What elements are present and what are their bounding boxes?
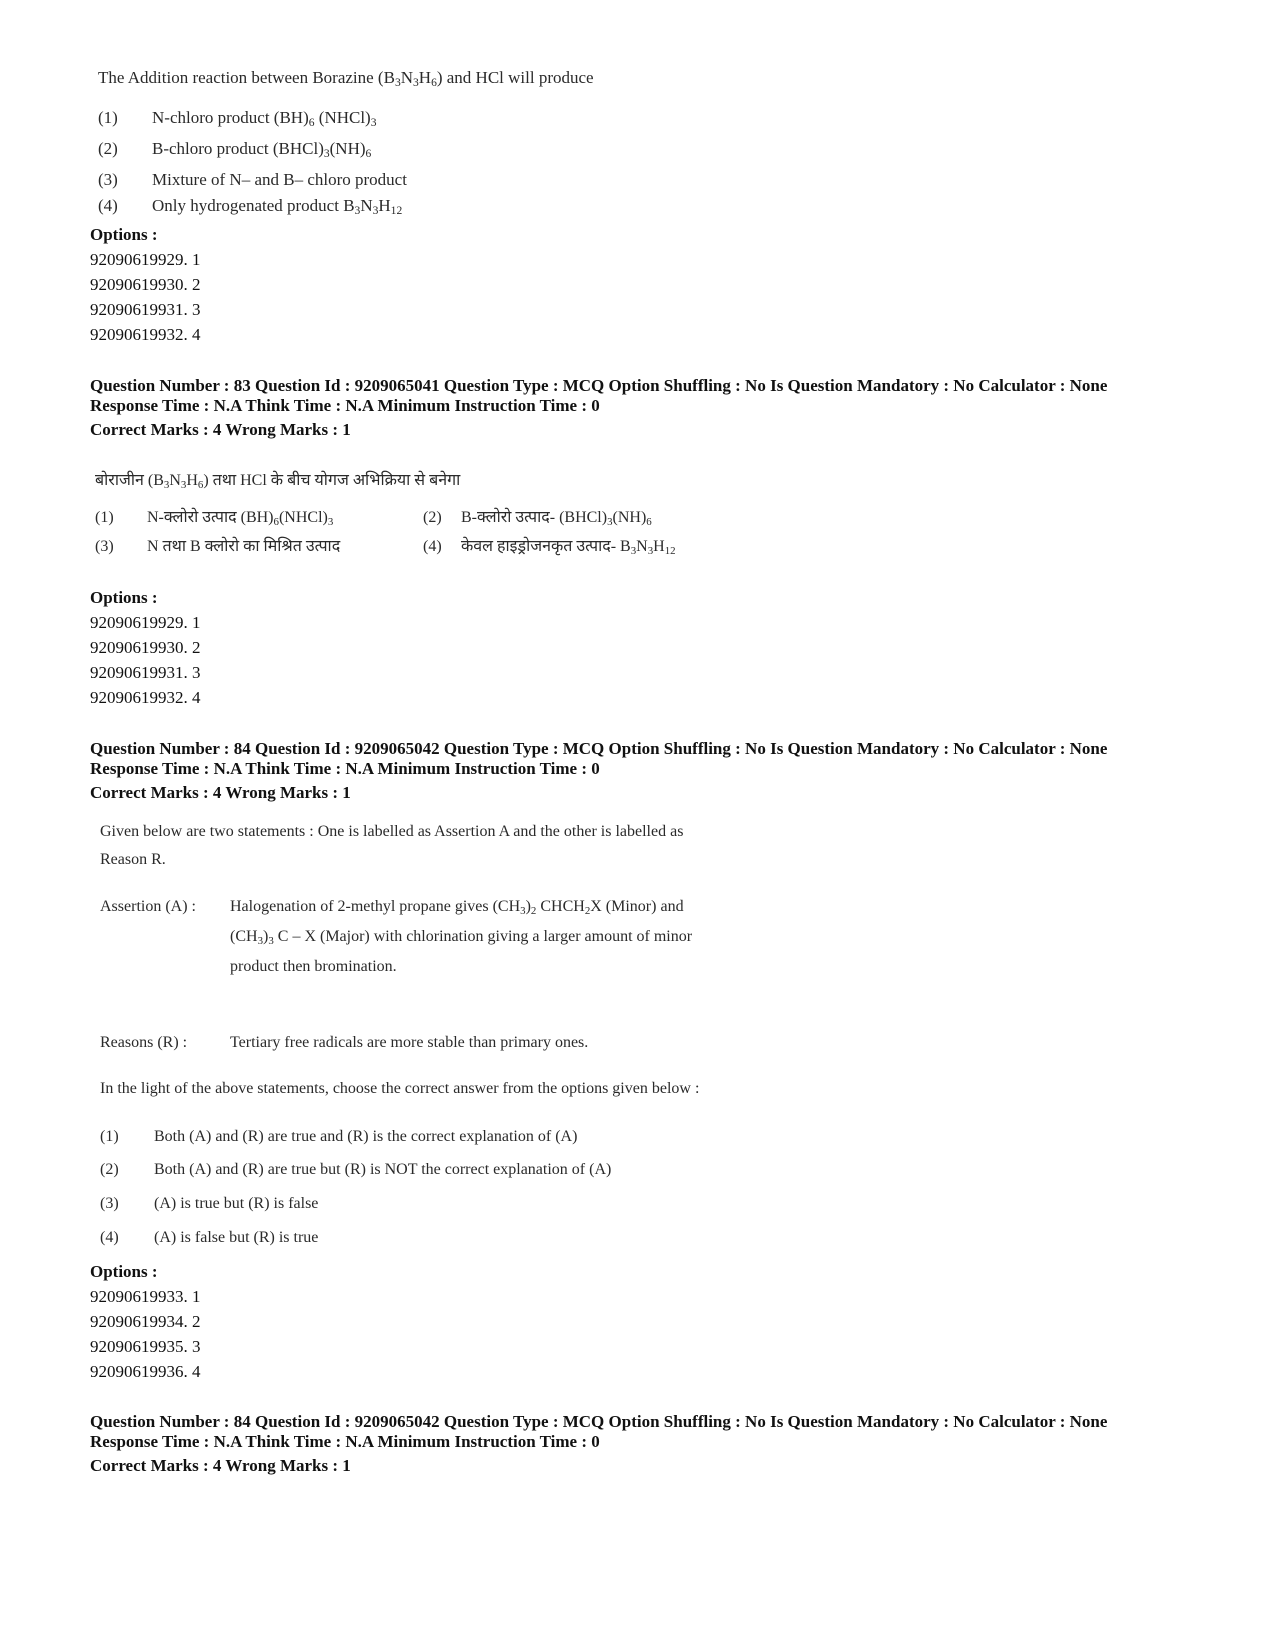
question-meta-line: Question Number : 84 Question Id : 9209065042 Question Type : MCQ Option Shuffling : No Is Question Mandatory : No Calculator : None [90, 739, 1108, 758]
question-85-header [90, 1412, 1107, 1476]
question-84-intro-line: Given below are two statements : One is labelled as Assertion A and the other is labelled as [100, 823, 684, 840]
question-82-options-list [90, 222, 201, 347]
question-84-intro-line: Reason R. [100, 851, 166, 868]
option-id: 92090619931. 3 [90, 663, 201, 682]
question-82-stem: The Addition reaction between Borazine $(B_3N_3H_6)$ and HCl will produce [98, 68, 594, 90]
option-id: 92090619931. 3 [90, 300, 201, 319]
assertion-text-line: $(CH_3)_3$ C – X (Major) with chlorination giving a larger amount of minor [230, 928, 693, 948]
question-meta-line: Response Time : N.A Think Time : N.A Minimum Instruction Time : 0 [90, 396, 600, 415]
option-id: 92090619936. 4 [90, 1362, 201, 1381]
option-id: 92090619930. 2 [90, 638, 201, 657]
question-82-option-3: (3) Mixture of N– and B– chloro product [98, 170, 407, 189]
option-id: 92090619933. 1 [90, 1287, 201, 1306]
question-84-option-1: (1) Both (A) and (R) are true and (R) is the correct explanation of (A) [100, 1128, 578, 1145]
question-84-header [90, 739, 1107, 803]
question-83-header [90, 376, 1107, 440]
question-marks-line: Correct Marks : 4 Wrong Marks : 1 [90, 420, 351, 439]
assertion-text-line: Halogenation of 2-methyl propane gives $(CH_3)_2$ $CHCH_2X$ (Minor) and [230, 898, 684, 918]
reason-text: Tertiary free radicals are more stable than primary ones. [230, 1034, 589, 1051]
options-heading: Options : [90, 1262, 158, 1281]
question-83-option-3: (3) N तथा B क्लोरो का मिश्रित उत्पाद [95, 538, 341, 555]
options-heading: Options : [90, 225, 158, 244]
option-id: 92090619935. 3 [90, 1337, 201, 1356]
option-id: 92090619929. 1 [90, 613, 201, 632]
question-marks-line: Correct Marks : 4 Wrong Marks : 1 [90, 783, 351, 802]
question-meta-line: Question Number : 84 Question Id : 9209065042 Question Type : MCQ Option Shuffling : No Is Question Mandatory : No Calculator : None [90, 1412, 1108, 1431]
question-meta-line: Response Time : N.A Think Time : N.A Minimum Instruction Time : 0 [90, 1432, 600, 1451]
question-84-option-3: (3) (A) is true but (R) is false [100, 1195, 319, 1212]
option-id: 92090619930. 2 [90, 275, 201, 294]
question-meta-line: Question Number : 83 Question Id : 9209065041 Question Type : MCQ Option Shuffling : No Is Question Mandatory : No Calculator : None [90, 376, 1108, 395]
assertion-text-line: product then bromination. [230, 958, 397, 975]
question-83-option-1: (1) N-क्लोरो उत्पाद $(BH)_6(NHCl)_3$ [95, 509, 334, 529]
question-meta-line: Response Time : N.A Think Time : N.A Minimum Instruction Time : 0 [90, 759, 600, 778]
question-83-option-2: (2) B-क्लोरो उत्पाद- $(BHCl)_3(NH)_6$ [423, 509, 652, 529]
reason-label: Reasons (R) : [100, 1034, 188, 1051]
options-heading: Options : [90, 588, 158, 607]
option-id: 92090619934. 2 [90, 1312, 201, 1331]
question-82-option-1: (1) N-chloro product $(BH)_6$ $(NHCl)_3$ [98, 108, 377, 130]
question-84-options-list [90, 1259, 201, 1384]
assertion-label: Assertion (A) : [100, 898, 196, 915]
question-83-stem: बोराजीन $(B_3N_3H_6)$ तथा HCl के बीच योगज अभिक्रिया से बनेगा [95, 472, 461, 492]
option-id: 92090619932. 4 [90, 688, 201, 707]
option-id: 92090619932. 4 [90, 325, 201, 344]
question-84-instruction: In the light of the above statements, choose the correct answer from the options given below : [100, 1080, 700, 1097]
question-83-options-list [90, 585, 201, 710]
question-83-option-4: (4) केवल हाइड्रोजनकृत उत्पाद- $B_3N_3H_{12}$ [423, 538, 676, 558]
question-82-option-4: (4) Only hydrogenated product $B_3N_3H_{12}$ [98, 196, 403, 218]
question-84-option-2: (2) Both (A) and (R) are true but (R) is NOT the correct explanation of (A) [100, 1161, 612, 1178]
question-84-option-4: (4) (A) is false but (R) is true [100, 1229, 319, 1246]
option-id: 92090619929. 1 [90, 250, 201, 269]
question-82-option-2: (2) B-chloro product $(BHCl)_3(NH)_6$ [98, 139, 372, 161]
question-marks-line: Correct Marks : 4 Wrong Marks : 1 [90, 1456, 351, 1475]
